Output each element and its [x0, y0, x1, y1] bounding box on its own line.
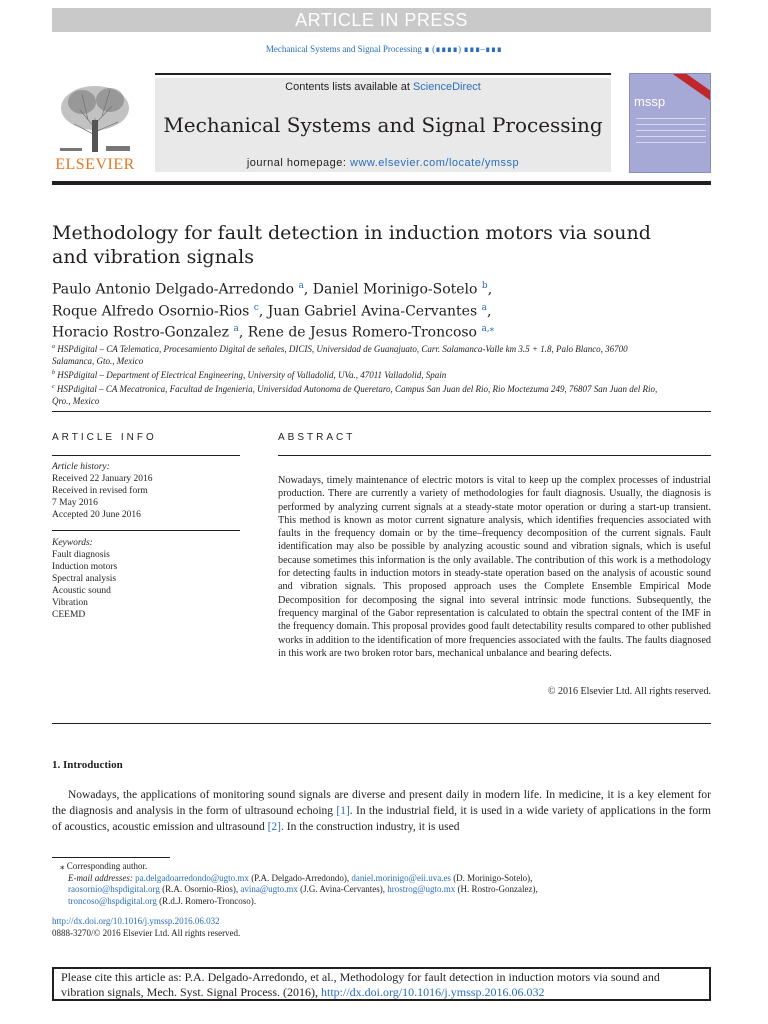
- author-affiliation-marker[interactable]: c: [253, 302, 259, 313]
- abstract-heading: ABSTRACT: [278, 432, 356, 443]
- keyword-item: Vibration: [52, 598, 88, 608]
- author-affiliation-marker[interactable]: a,⁎: [481, 324, 495, 335]
- issn-copyright: 0888-3270/© 2016 Elsevier Ltd. All rights reserved.: [52, 927, 241, 938]
- author-affiliation-marker[interactable]: b: [481, 281, 488, 291]
- author-list: Paulo Antonio Delgado-Arredondo $^a$, Daniel Morinigo-Sotelo $^b$, Roque Alfredo Osornio-Rios $^c$, Juan Gabriel Avina-Cervantes $^a$, Horacio Rostro-Gonzalez $^a$, Rene de Jesus Romero-Troncoso $^{a,⁎}$: [52, 281, 495, 341]
- author-affiliation-marker[interactable]: a: [233, 324, 239, 335]
- header-bottom-rule: [52, 181, 711, 185]
- cover-lines: [636, 118, 706, 148]
- author-name: Juan Gabriel Avina-Cervantes: [267, 303, 478, 320]
- author-name: Paulo Antonio Delgado-Arredondo: [52, 281, 295, 298]
- cite-doi-link[interactable]: http://dx.doi.org/10.1016/j.ymssp.2016.06.032: [320, 985, 545, 999]
- divider-top: [52, 411, 711, 412]
- keywords-block: [52, 537, 240, 621]
- corresponding-author-note: ⁎ Corresponding author.: [60, 861, 148, 871]
- affiliations: [52, 341, 672, 407]
- article-title: Methodology for fault detection in induction motors via sound and vibration signals: [52, 222, 651, 268]
- elsevier-wordmark: ELSEVIER: [55, 156, 135, 173]
- email-addresses: E-mail addresses: pa.delgadoarredondo@ugto.mx (P.A. Delgado-Arredondo), daniel.morinigo@eii.uva.es (D. Morinigo-Sotelo), raosornio@hspdigital.org (R.A. Osornio-Rios), avina@ugto.mx (J.G. Avina-Cervantes), hrostrog@ugto.mx (H. Rostro-Gonzalez), troncoso@hspdigital.org (R.d.J. Romero-Troncoso).: [68, 872, 538, 906]
- footnotes: [52, 861, 711, 939]
- doi-link[interactable]: http://dx.doi.org/10.1016/j.ymssp.2016.06.032: [52, 916, 220, 926]
- introduction-paragraph: Nowadays, the applications of monitoring sound signals are diverse and present daily in modern life. In medicine, it is a key element for the diagnosis and analysis in the form of ultrasound echoing [1]. In the industrial field, it is used in a wide variety of applications in the form of acoustics, acoustic emission and ultrasound [2]. In the construction industry, it is used: [52, 789, 711, 833]
- keyword-item: Spectral analysis: [52, 574, 117, 584]
- email-link[interactable]: raosornio@hspdigital.org: [68, 884, 160, 894]
- journal-homepage-line: journal homepage: www.elsevier.com/locate/ymssp: [246, 157, 520, 169]
- history-item: Received 22 January 2016: [52, 474, 153, 484]
- keyword-item: Fault diagnosis: [52, 550, 110, 560]
- header-top-rule: [155, 73, 611, 75]
- article-info-heading: ARTICLE INFO: [52, 432, 157, 443]
- abstract-text: Nowadays, timely maintenance of electric motors is vital to keep up the complex processes of industrial production. There are currently a variety of methodologies for fault diagnosis. Usually, the diagnosis is performed by analyzing current signals at a steady-state motor operation or during a start-up transient. This method is known as motor current signature analysis, which identifies frequencies associated with faults in the frequency domain or by the time–frequency decomposition of the current signals. Fault identification may also be possible by analyzing acoustic sound and vibration signals, which is useful because sometimes this information is the only available. The contribution of this work is a methodology for detecting faults in induction motors in steady-state operation based on the analysis of acoustic sound and vibration signals. This proposed approach uses the Complete Ensemble Empirical Mode Decomposition for decomposing the signal into several intrinsic mode functions. Subsequently, the frequency marginal of the Gabor representation is calculated to obtain the spectral content of the IMF in the frequency domain. This proposal provides good fault detectability results compared to other published works in addition to the identification of more frequencies associated with the faults. The faults diagnosed in this work are two broken rotor bars, mechanical unbalance and bearing defects.: [278, 475, 711, 659]
- affiliation-item: $^a$ HSPdigital – CA Telematica, Procesamiento Digital de señales, DICIS, Universidad de Guanajuato, Carr. Salamanca-Valle km 3.5 + 1.8, Palo Blanco, 36700 Salamanca, Gto., Mexico: [52, 344, 628, 366]
- keywords-label: Keywords:: [52, 538, 93, 548]
- divider-bottom: [52, 723, 711, 724]
- affiliation-item: $^c$ HSPdigital – CA Mecatronica, Facultad de Ingenieria, Universidad Autonoma de Queretaro, Campus San Juan del Rio, Rio Moctezuma 249, 76807 San Juan del Rio, Qro., Mexico: [52, 384, 658, 406]
- author-affiliation-marker[interactable]: a: [481, 302, 487, 313]
- keyword-item: CEEMD: [52, 610, 86, 620]
- footnote-rule: [52, 857, 170, 858]
- journal-cover-image[interactable]: [629, 73, 711, 173]
- reference-link-1[interactable]: [1]: [336, 805, 350, 817]
- author-name: Horacio Rostro-Gonzalez: [52, 324, 229, 341]
- cite-this-article-box: Please cite this article as: P.A. Delgado-Arredondo, et al., Methodology for fault detection in induction motors via sound and vibration signals, Mech. Syst. Signal Process. (2016), http://dx.doi.org/10.1016/j.ymssp.2016.06.032: [52, 967, 711, 1001]
- journal-title: Mechanical Systems and Signal Processing: [163, 113, 603, 137]
- contents-available-line: Contents lists available at ScienceDirect: [285, 81, 481, 93]
- sciencedirect-link[interactable]: ScienceDirect: [412, 81, 481, 93]
- email-link[interactable]: hrostrog@ugto.mx: [387, 884, 456, 894]
- history-item: 7 May 2016: [52, 498, 98, 508]
- author-affiliation-marker[interactable]: a: [298, 281, 304, 291]
- keyword-item: Induction motors: [52, 562, 118, 572]
- journal-homepage-link[interactable]: www.elsevier.com/locate/ymssp: [350, 157, 520, 169]
- article-history: [52, 461, 240, 521]
- cover-ribbon: [667, 73, 711, 104]
- email-link[interactable]: daniel.morinigo@eii.uva.es: [351, 872, 451, 883]
- author-name: Rene de Jesus Romero-Troncoso: [247, 324, 477, 341]
- abstract-copyright: © 2016 Elsevier Ltd. All rights reserved.: [547, 686, 711, 697]
- reference-link-2[interactable]: [2]: [267, 821, 282, 833]
- introduction-heading: 1. Introduction: [52, 759, 123, 771]
- keywords-rule: [52, 530, 240, 531]
- email-link[interactable]: pa.delgadoarredondo@ugto.mx: [135, 872, 249, 883]
- journal-citation-link[interactable]: Mechanical Systems and Signal Processing ∎ (∎∎∎∎) ∎∎∎–∎∎∎: [265, 44, 503, 54]
- email-link[interactable]: troncoso@hspdigital.org: [68, 895, 157, 906]
- author-name: Roque Alfredo Osornio-Rios: [52, 303, 250, 320]
- abstract-rule: [278, 455, 711, 456]
- article-info-rule: [52, 455, 240, 456]
- author-name: Daniel Morinigo-Sotelo: [312, 281, 478, 298]
- article-in-press-banner: ARTICLE IN PRESS: [52, 8, 711, 32]
- cover-label: mssp: [634, 94, 666, 109]
- affiliation-item: $^b$ HSPdigital – Department of Electrical Engineering, University of Valladolid, UVa., 47011 Valladolid, Spain: [52, 370, 447, 380]
- email-link[interactable]: avina@ugto.mx: [240, 884, 298, 894]
- history-label: Article history:: [52, 462, 110, 472]
- history-item: Received in revised form: [52, 486, 148, 496]
- keyword-item: Acoustic sound: [52, 586, 111, 596]
- history-item: Accepted 20 June 2016: [52, 510, 141, 520]
